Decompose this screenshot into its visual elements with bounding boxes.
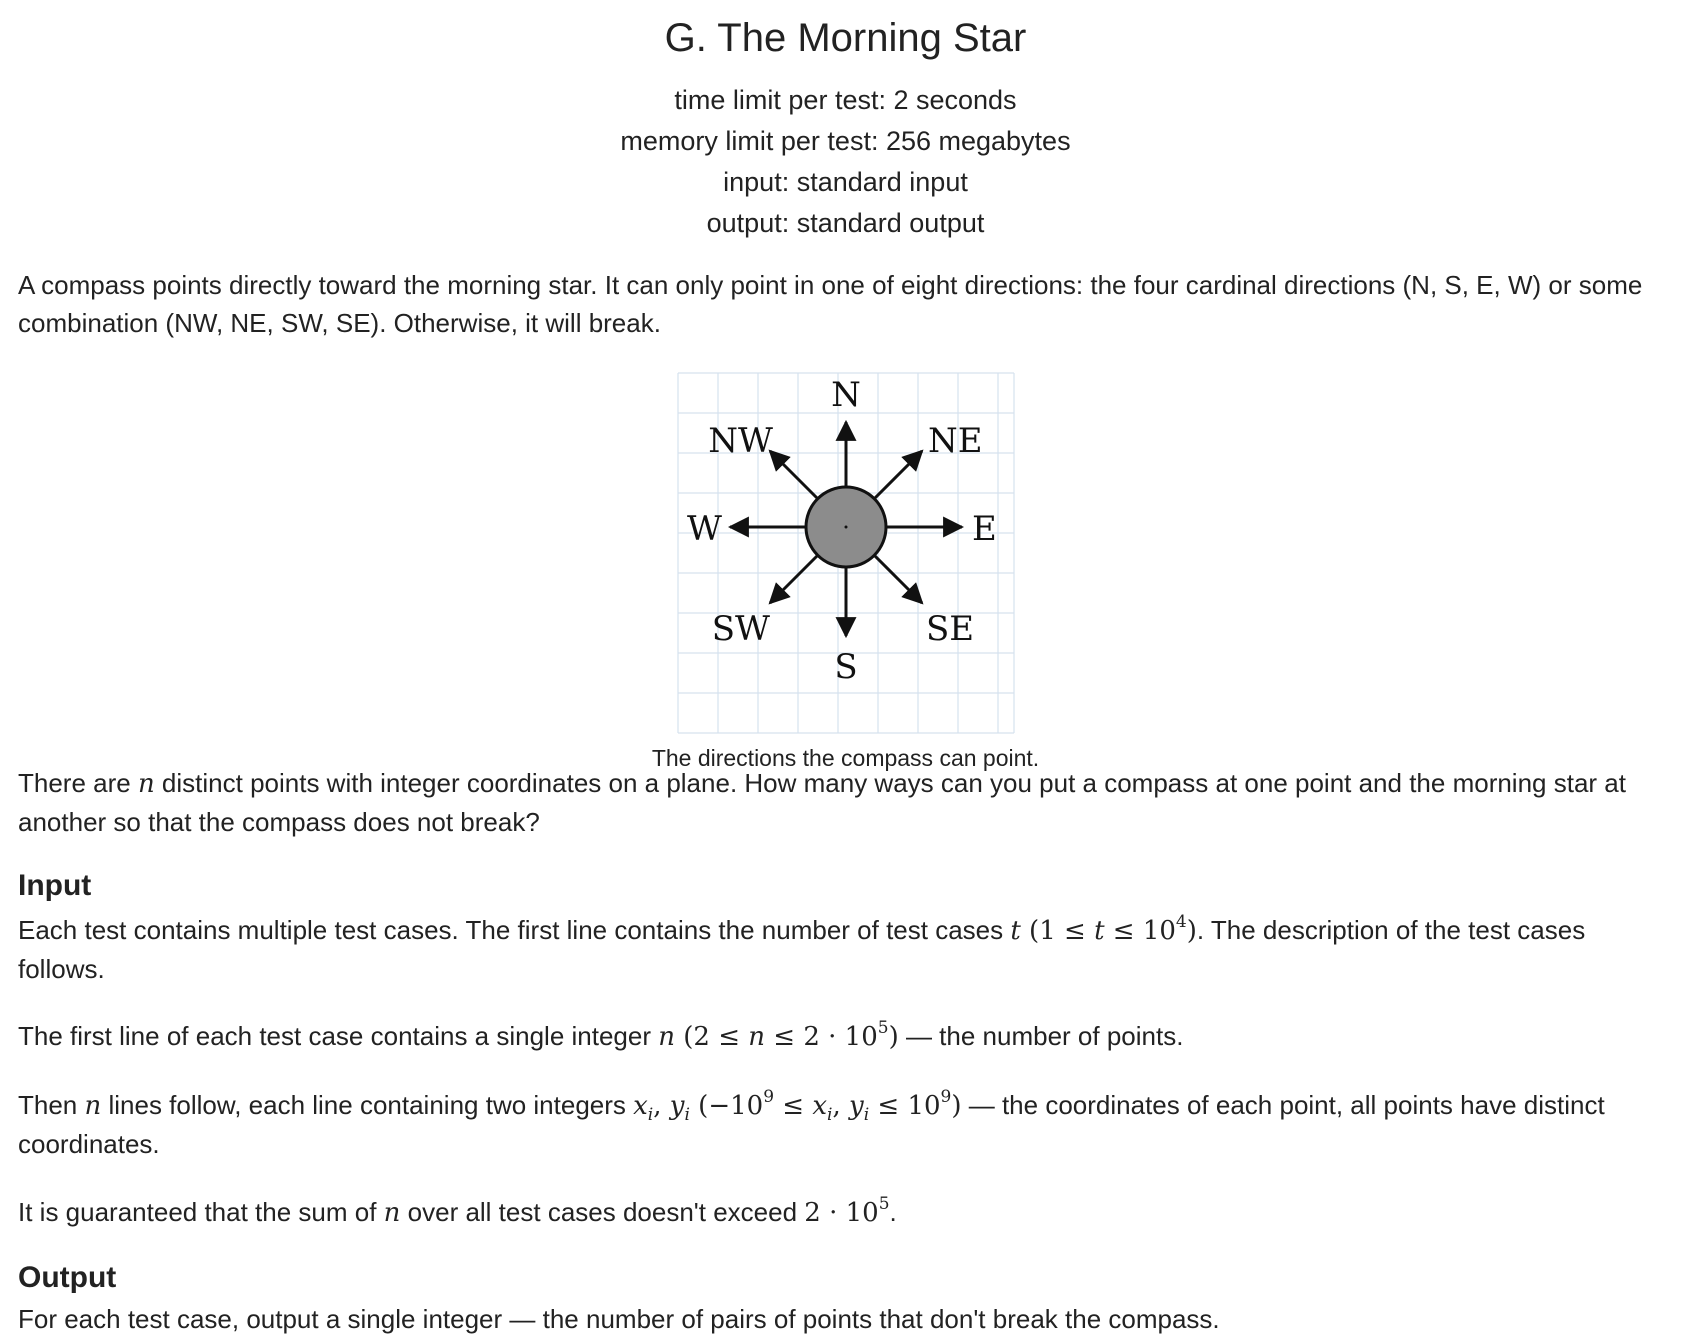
arrow-sw — [770, 550, 823, 603]
output-heading: Output — [18, 1261, 117, 1294]
compass-center-dot — [844, 526, 847, 529]
input-p3: Then n lines follow, each line containing two integers $x_i$, $y_i$ ($-10^9 \le x_i$, $y_i \le 10^9$) — the coordinates of each point, all points have distinct coordinates. — [18, 1087, 1605, 1159]
label-w: W — [686, 509, 722, 549]
statement-points: There are n distinct points with integer coordinates on a plane. How many ways can you put a compass at one point and the morning star at another so that the compass does not break? — [18, 768, 1626, 837]
label-se: SE — [925, 609, 974, 649]
figure-caption: The directions the compass can point. — [651, 745, 1040, 771]
memory-limit: memory limit per test: 256 megabytes — [620, 126, 1071, 156]
compass-figure — [0, 368, 1691, 772]
label-ne: NE — [927, 421, 983, 461]
output-file: output: standard output — [706, 208, 985, 238]
label-n: N — [830, 375, 861, 415]
problem-header — [0, 0, 1691, 244]
arrow-se — [869, 550, 922, 603]
compass-diagram — [666, 368, 1026, 738]
input-heading: Input — [18, 869, 92, 902]
output-p1: For each test case, output a single integer — the number of pairs of points that don't break the compass. — [18, 1304, 1220, 1334]
arrow-nw — [770, 451, 823, 504]
label-e: E — [971, 509, 997, 549]
input-p2: The first line of each test case contains a single integer n $(2 \le n \le 2 \cdot 10^5)$ — the number of points. — [18, 1018, 1184, 1052]
label-sw: SW — [711, 609, 770, 649]
label-s: S — [833, 647, 858, 687]
label-nw: NW — [707, 421, 773, 461]
problem-title: G. The Morning Star — [664, 16, 1027, 60]
arrow-ne — [869, 451, 922, 504]
statement-intro: A compass points directly toward the morning star. It can only point in one of eight directions: the four cardinal directions (N, S, E, W) or some combination (NW, NE, SW, SE). Otherwise, it will break. — [18, 270, 1643, 338]
input-p1: Each test contains multiple test cases. The first line contains the number of test cases t $(1 \le t \le 10^4)$. The description of the test cases follows. — [18, 912, 1586, 984]
input-file: input: standard input — [723, 167, 968, 197]
time-limit: time limit per test: 2 seconds — [674, 85, 1017, 115]
input-p4: It is guaranteed that the sum of n over all test cases doesn't exceed $2 \cdot 10^5$. — [18, 1194, 897, 1228]
